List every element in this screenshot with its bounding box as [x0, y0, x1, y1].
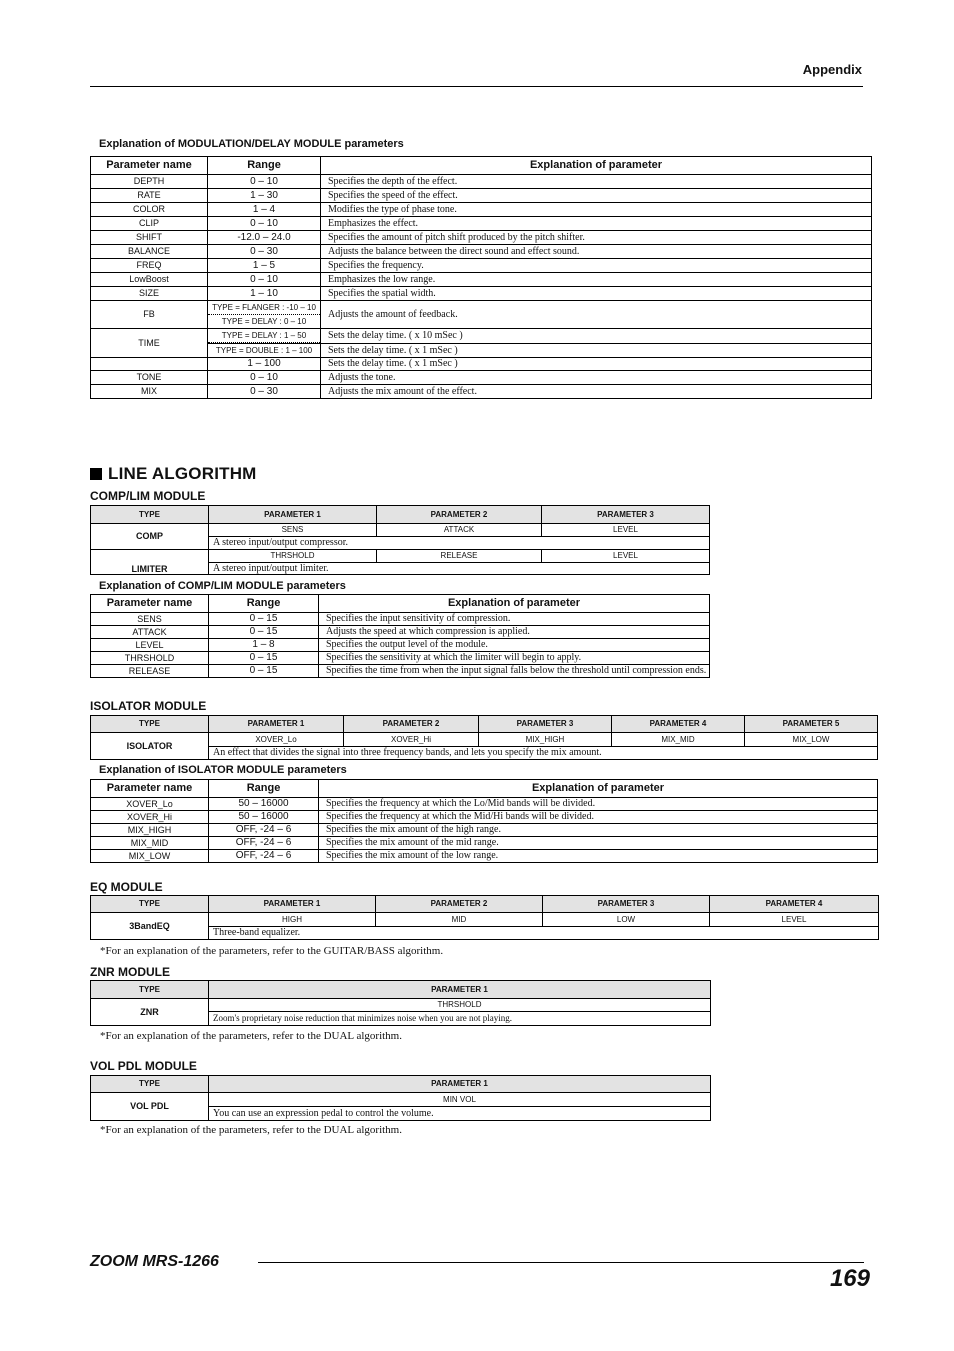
param-header: PARAMETER 3 — [543, 896, 710, 913]
param-value: LEVEL — [542, 550, 710, 563]
volpdl-title: VOL PDL MODULE — [90, 1059, 197, 1073]
col-header: Parameter name — [91, 157, 208, 175]
type-description: You can use an expression pedal to control the volume. — [209, 1107, 711, 1121]
param-value: HIGH — [209, 913, 376, 927]
param-explanation: Adjusts the speed at which compression is applied. — [319, 626, 710, 639]
type-description: A stereo input/output limiter. — [209, 563, 710, 575]
param-value: ATTACK — [377, 524, 542, 537]
type-name: VOL PDL — [91, 1093, 209, 1121]
param-header: PARAMETER 1 — [209, 506, 377, 524]
complim-title: COMP/LIM MODULE — [90, 489, 206, 503]
param-range: 0 – 10 — [208, 273, 321, 287]
param-name: DEPTH — [91, 175, 208, 189]
type-header: TYPE — [91, 896, 209, 913]
complim-type-table — [90, 505, 710, 575]
col-header: Range — [209, 595, 319, 613]
footer-brand: ZOOM MRS-1266 — [90, 1253, 219, 1270]
type-header: TYPE — [91, 506, 209, 524]
param-name: TONE — [91, 371, 208, 385]
param-name: SHIFT — [91, 231, 208, 245]
param-value: MID — [376, 913, 543, 927]
table-row — [91, 259, 872, 273]
table-row — [91, 301, 872, 329]
param-explanation: Specifies the mix amount of the high range. — [319, 824, 878, 837]
table-row — [91, 245, 872, 259]
param-range: 1 – 100 — [208, 358, 321, 371]
param-header: PARAMETER 2 — [344, 716, 479, 733]
param-explanation: Emphasizes the low range. — [321, 273, 872, 287]
param-range: 1 – 10 — [208, 287, 321, 301]
param-range: 0 – 10 — [208, 217, 321, 231]
table-row — [91, 203, 872, 217]
param-value: XOVER_Hi — [344, 733, 479, 747]
param-range: 50 – 16000 — [209, 798, 319, 811]
param-value: SENS — [209, 524, 377, 537]
col-header: Parameter name — [91, 595, 209, 613]
table-row — [91, 665, 710, 678]
param-name: FB — [91, 301, 208, 329]
param-value: LEVEL — [710, 913, 879, 927]
param-header: PARAMETER 4 — [612, 716, 745, 733]
complim-exp-table — [90, 594, 710, 678]
param-range: OFF, -24 – 6 — [209, 837, 319, 850]
param-explanation: Emphasizes the effect. — [321, 217, 872, 231]
square-bullet-icon — [90, 468, 102, 480]
param-name: ATTACK — [91, 626, 209, 639]
param-value: LOW — [543, 913, 710, 927]
znr-title: ZNR MODULE — [90, 965, 170, 979]
param-range: -12.0 – 24.0 — [208, 231, 321, 245]
isolator-exp-table — [90, 779, 878, 863]
param-value: MIX_LOW — [745, 733, 878, 747]
param-explanation: Specifies the output level of the module. — [319, 639, 710, 652]
param-name: LowBoost — [91, 273, 208, 287]
col-header: Explanation of parameter — [321, 157, 872, 175]
table-row — [91, 652, 710, 665]
section-label: Appendix — [802, 62, 862, 77]
col-header: Explanation of parameter — [319, 780, 878, 798]
param-explanation: Sets the delay time. ( x 1 mSec ) — [321, 344, 872, 358]
param-name: SIZE — [91, 287, 208, 301]
znr-note: *For an explanation of the parameters, refer to the DUAL algorithm. — [100, 1030, 402, 1042]
param-explanation: Specifies the time from when the input signal falls below the threshold until compression ends. — [319, 665, 710, 678]
table-row — [91, 837, 878, 850]
type-header: TYPE — [91, 981, 209, 999]
table-row — [91, 287, 872, 301]
param-name: FREQ — [91, 259, 208, 273]
param-header: PARAMETER 3 — [542, 506, 710, 524]
znr-type-table — [90, 980, 711, 1026]
type-description: An effect that divides the signal into three frequency bands, and lets you specify the mix amount. — [209, 747, 878, 760]
param-name: THRSHOLD — [91, 652, 209, 665]
param-name: SENS — [91, 613, 209, 626]
table-row — [91, 231, 872, 245]
table-row — [91, 385, 872, 399]
param-explanation: Modifies the type of phase tone. — [321, 203, 872, 217]
param-range: 0 – 15 — [209, 613, 319, 626]
table-row — [91, 175, 872, 189]
param-explanation: Adjusts the mix amount of the effect. — [321, 385, 872, 399]
col-header: Parameter name — [91, 780, 209, 798]
param-value: THRSHOLD — [209, 550, 377, 563]
type-name: LIMITER — [91, 550, 209, 575]
table-row — [91, 358, 872, 371]
param-name: MIX_MID — [91, 837, 209, 850]
section-title: LINE ALGORITHM — [90, 464, 257, 484]
param-header: PARAMETER 1 — [209, 896, 376, 913]
header-rule — [90, 86, 863, 87]
param-range: 1 – 5 — [208, 259, 321, 273]
param-name: MIX_LOW — [91, 850, 209, 863]
param-name: BALANCE — [91, 245, 208, 259]
eq-note: *For an explanation of the parameters, refer to the GUITAR/BASS algorithm. — [100, 945, 444, 957]
table-row — [91, 217, 872, 231]
param-explanation: Sets the delay time. ( x 10 mSec ) — [321, 329, 872, 344]
param-value: MIX_HIGH — [479, 733, 612, 747]
param-name: XOVER_Lo — [91, 798, 209, 811]
param-range: OFF, -24 – 6 — [209, 850, 319, 863]
param-range: 0 – 30 — [208, 245, 321, 259]
param-header: PARAMETER 4 — [710, 896, 879, 913]
param-header: PARAMETER 1 — [209, 981, 711, 999]
param-range: TYPE = DELAY : 0 – 10 — [221, 317, 307, 326]
table-row — [91, 824, 878, 837]
param-name: MIX — [91, 385, 208, 399]
param-explanation: Specifies the frequency at which the Mid/Hi bands will be divided. — [319, 811, 878, 824]
param-range: 1 – 4 — [208, 203, 321, 217]
type-name: COMP — [91, 524, 209, 550]
param-explanation: Specifies the mix amount of the mid range. — [319, 837, 878, 850]
param-value: MIX_MID — [612, 733, 745, 747]
param-value: LEVEL — [542, 524, 710, 537]
table-row — [91, 371, 872, 385]
param-value: THRSHOLD — [209, 999, 711, 1012]
param-header: PARAMETER 1 — [209, 1076, 711, 1093]
param-explanation: Specifies the frequency. — [321, 259, 872, 273]
param-range: TYPE = DOUBLE : 1 – 100 — [208, 344, 321, 358]
param-explanation: Adjusts the tone. — [321, 371, 872, 385]
param-range: 0 – 15 — [209, 665, 319, 678]
param-name: RELEASE — [91, 665, 209, 678]
volpdl-type-table — [90, 1075, 711, 1121]
param-range: OFF, -24 – 6 — [209, 824, 319, 837]
table-row — [91, 189, 872, 203]
table-row — [91, 613, 710, 626]
param-range: 50 – 16000 — [209, 811, 319, 824]
type-name: ISOLATOR — [91, 733, 209, 760]
table-row — [91, 798, 878, 811]
param-value: XOVER_Lo — [209, 733, 344, 747]
param-explanation: Specifies the depth of the effect. — [321, 175, 872, 189]
param-explanation: Specifies the mix amount of the low range. — [319, 850, 878, 863]
param-explanation: Specifies the amount of pitch shift produced by the pitch shifter. — [321, 231, 872, 245]
param-header: PARAMETER 2 — [376, 896, 543, 913]
param-range: TYPE = FLANGER : -10 – 10 — [208, 301, 320, 315]
type-name: ZNR — [91, 999, 209, 1026]
param-header: PARAMETER 1 — [209, 716, 344, 733]
isolator-title: ISOLATOR MODULE — [90, 699, 207, 713]
param-range: 1 – 30 — [208, 189, 321, 203]
param-name: MIX_HIGH — [91, 824, 209, 837]
param-name: RATE — [91, 189, 208, 203]
table-row — [91, 329, 872, 344]
param-explanation: Specifies the input sensitivity of compression. — [319, 613, 710, 626]
moddelay-caption: Explanation of MODULATION/DELAY MODULE parameters — [99, 138, 404, 150]
param-name: TIME — [91, 329, 208, 358]
isolator-type-table — [90, 715, 878, 760]
table-row — [91, 344, 872, 358]
param-value: MIN VOL — [209, 1093, 711, 1107]
param-explanation: Specifies the frequency at which the Lo/Mid bands will be divided. — [319, 798, 878, 811]
param-range: 0 – 30 — [208, 385, 321, 399]
param-range: 1 – 8 — [209, 639, 319, 652]
table-row — [91, 626, 710, 639]
type-header: TYPE — [91, 716, 209, 733]
param-explanation: Specifies the speed of the effect. — [321, 189, 872, 203]
param-explanation: Specifies the spatial width. — [321, 287, 872, 301]
param-explanation: Sets the delay time. ( x 1 mSec ) — [321, 358, 872, 371]
type-header: TYPE — [91, 1076, 209, 1093]
eq-type-table — [90, 895, 879, 940]
page-number: 169 — [829, 1265, 870, 1292]
col-header: Explanation of parameter — [319, 595, 710, 613]
table-row — [91, 811, 878, 824]
param-name: XOVER_Hi — [91, 811, 209, 824]
param-header: PARAMETER 2 — [377, 506, 542, 524]
moddelay-table — [90, 156, 872, 399]
table-row — [91, 639, 710, 652]
complim-exp-caption: Explanation of COMP/LIM MODULE parameters — [99, 580, 346, 592]
param-explanation: Adjusts the balance between the direct sound and effect sound. — [321, 245, 872, 259]
param-header: PARAMETER 5 — [745, 716, 878, 733]
type-description: Zoom's proprietary noise reduction that minimizes noise when you are not playing. — [209, 1012, 711, 1026]
param-name: LEVEL — [91, 639, 209, 652]
param-range: 0 – 10 — [208, 175, 321, 189]
isolator-exp-caption: Explanation of ISOLATOR MODULE parameters — [99, 764, 347, 776]
param-header: PARAMETER 3 — [479, 716, 612, 733]
type-description: A stereo input/output compressor. — [209, 537, 710, 550]
param-name: COLOR — [91, 203, 208, 217]
table-row — [91, 850, 878, 863]
param-range: TYPE = DELAY : 1 – 50 — [208, 329, 320, 343]
col-header: Range — [209, 780, 319, 798]
param-explanation: Adjusts the amount of feedback. — [321, 301, 872, 329]
type-name: 3BandEQ — [91, 913, 209, 940]
col-header: Range — [208, 157, 321, 175]
table-row — [91, 273, 872, 287]
param-range: 0 – 15 — [209, 652, 319, 665]
param-range: 0 – 10 — [208, 371, 321, 385]
volpdl-note: *For an explanation of the parameters, refer to the DUAL algorithm. — [100, 1124, 402, 1136]
param-explanation: Specifies the sensitivity at which the limiter will begin to apply. — [319, 652, 710, 665]
eq-title: EQ MODULE — [90, 880, 163, 894]
param-name: CLIP — [91, 217, 208, 231]
footer-rule — [258, 1262, 864, 1263]
type-description: Three-band equalizer. — [209, 927, 879, 940]
param-range: 0 – 15 — [209, 626, 319, 639]
param-value: RELEASE — [377, 550, 542, 563]
